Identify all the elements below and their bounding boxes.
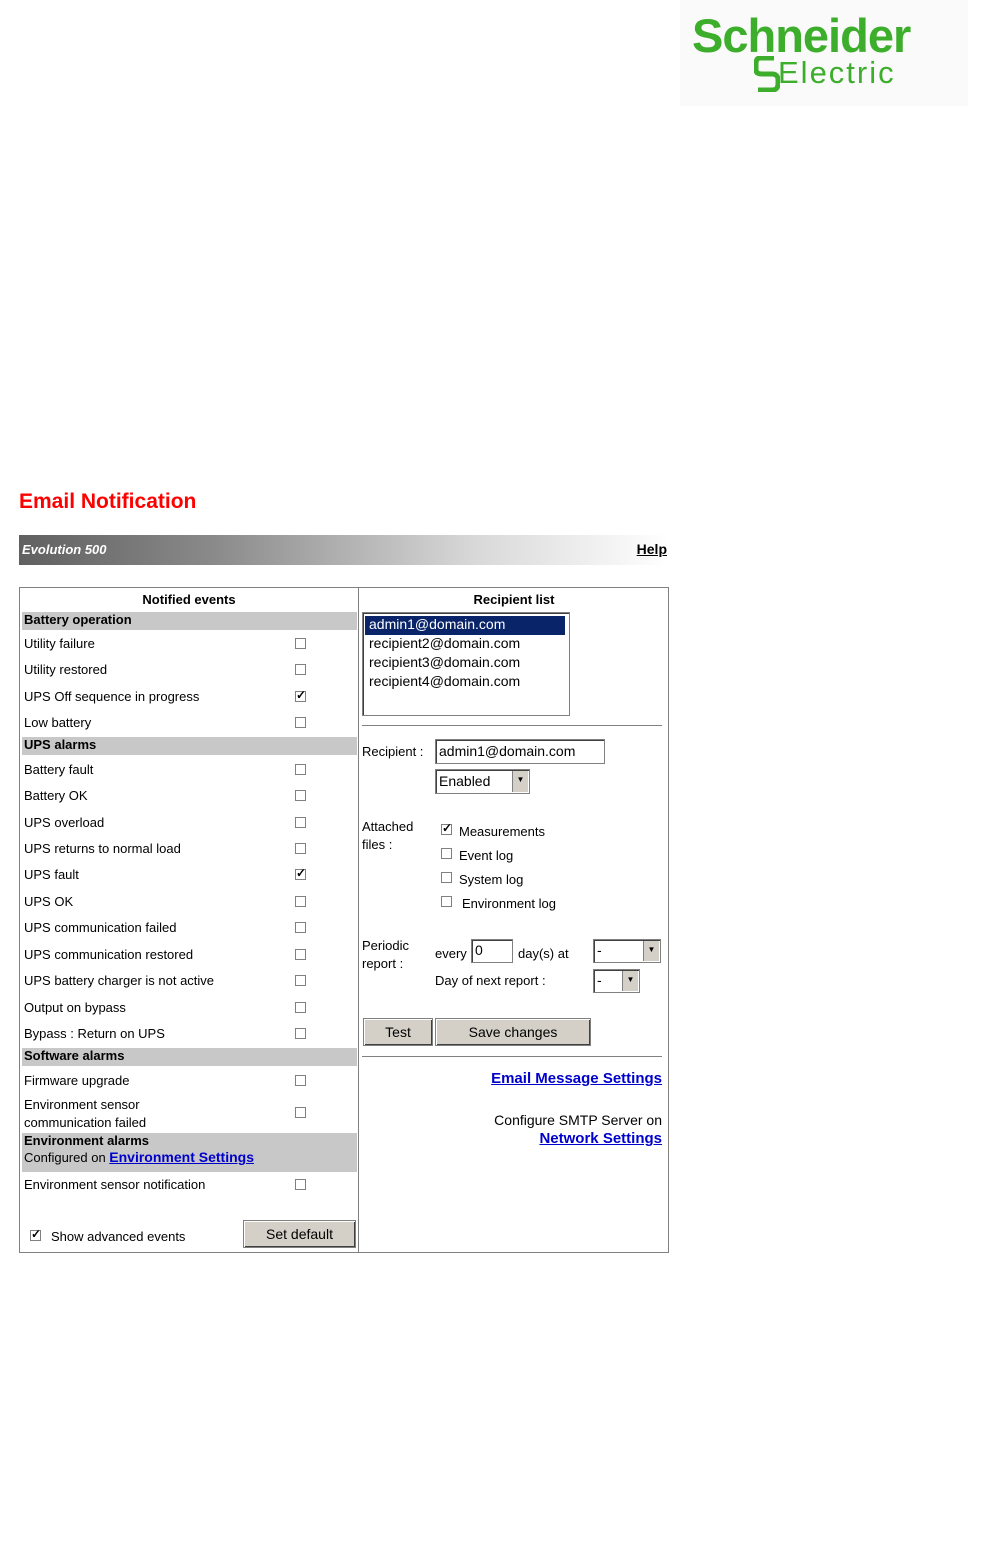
next-report-value: - xyxy=(597,972,602,988)
page-title: Email Notification xyxy=(19,490,197,513)
every-days-input[interactable]: 0 xyxy=(471,939,513,963)
event-label: UPS fault xyxy=(24,867,79,882)
event-checkbox[interactable] xyxy=(295,1107,306,1118)
event-checkbox[interactable] xyxy=(295,949,306,960)
days-at-label: day(s) at xyxy=(518,946,569,961)
dropdown-arrow-icon: ▼ xyxy=(643,941,659,961)
event-label: Utility failure xyxy=(24,636,95,651)
notification-panel xyxy=(19,587,669,1253)
event-checkbox[interactable] xyxy=(295,869,306,880)
attachment-label: Measurements xyxy=(459,824,545,839)
email-message-settings-link[interactable]: Email Message Settings xyxy=(491,1070,662,1087)
event-checkbox[interactable] xyxy=(295,664,306,675)
event-checkbox[interactable] xyxy=(295,1179,306,1190)
event-checkbox[interactable] xyxy=(295,1075,306,1086)
recipient-email-input[interactable]: admin1@domain.com xyxy=(435,739,605,764)
event-checkbox[interactable] xyxy=(295,764,306,775)
logo-sub-text: Electric xyxy=(778,55,896,90)
help-link[interactable]: Help xyxy=(636,541,667,557)
every-label: every xyxy=(435,946,467,961)
event-label: Battery fault xyxy=(24,762,94,777)
event-label: UPS returns to normal load xyxy=(24,841,181,856)
section-software-alarms: Software alarms xyxy=(22,1048,357,1066)
report-time-value: - xyxy=(597,942,602,958)
logo-brand-text: Schneider xyxy=(692,9,911,62)
test-button[interactable]: Test xyxy=(363,1018,433,1046)
report-time-select[interactable] xyxy=(593,939,661,963)
save-changes-button[interactable]: Save changes xyxy=(435,1018,591,1046)
event-label: UPS communication failed xyxy=(24,920,177,935)
attachment-label: Environment log xyxy=(462,896,556,911)
event-label: Low battery xyxy=(24,715,92,730)
recipient-option[interactable]: recipient2@domain.com xyxy=(369,635,521,651)
attachment-label: Event log xyxy=(459,848,514,863)
smtp-config-text: Configure SMTP Server on xyxy=(494,1112,662,1128)
attachment-checkbox[interactable] xyxy=(441,872,452,883)
environment-alarms-title: Environment alarms xyxy=(24,1133,149,1148)
periodic-label: Periodic xyxy=(362,938,409,953)
event-checkbox[interactable] xyxy=(295,638,306,649)
recipient-label: Recipient : xyxy=(362,744,424,759)
show-advanced-checkbox[interactable] xyxy=(30,1230,41,1241)
environment-settings-link[interactable]: Environment Settings xyxy=(109,1149,254,1165)
event-label: Output on bypass xyxy=(24,1000,126,1015)
attachment-checkbox[interactable] xyxy=(441,848,452,859)
event-label: UPS Off sequence in progress xyxy=(24,689,200,704)
attachment-label: System log xyxy=(459,872,524,887)
dropdown-arrow-icon: ▼ xyxy=(622,971,638,991)
event-label: Bypass : Return on UPS xyxy=(24,1026,165,1041)
device-model: Evolution 500 xyxy=(22,542,107,557)
attached-label-2: files : xyxy=(362,837,393,852)
event-label: Firmware upgrade xyxy=(24,1073,130,1088)
event-label: Battery OK xyxy=(24,788,88,803)
section-environment-alarms xyxy=(22,1133,357,1172)
dropdown-arrow-icon: ▼ xyxy=(512,771,528,792)
event-label: Environment sensor notification xyxy=(24,1177,206,1192)
event-label: Environment sensor xyxy=(24,1097,140,1112)
next-report-label: Day of next report : xyxy=(435,973,546,988)
event-label: UPS OK xyxy=(24,894,74,909)
attached-label: Attached xyxy=(362,819,414,834)
divider xyxy=(362,725,662,726)
event-label: UPS overload xyxy=(24,815,105,830)
event-checkbox[interactable] xyxy=(295,1028,306,1039)
attachment-checkbox[interactable] xyxy=(441,824,452,835)
recipient-option[interactable]: recipient4@domain.com xyxy=(369,673,521,689)
network-settings-link[interactable]: Network Settings xyxy=(539,1130,662,1147)
recipient-status-select[interactable] xyxy=(435,769,530,794)
periodic-label-2: report : xyxy=(362,956,404,971)
header-bar xyxy=(19,535,669,565)
recipient-column xyxy=(360,588,668,1252)
event-label: UPS battery charger is not active xyxy=(24,973,215,988)
event-label-line2: communication failed xyxy=(24,1115,147,1130)
recipient-option[interactable]: admin1@domain.com xyxy=(365,616,565,635)
section-battery-operation: Battery operation xyxy=(22,612,357,630)
notified-events-column xyxy=(20,588,359,1252)
event-label: UPS communication restored xyxy=(24,947,194,962)
recipient-option[interactable]: recipient3@domain.com xyxy=(369,654,521,670)
event-checkbox[interactable] xyxy=(295,1002,306,1013)
event-checkbox[interactable] xyxy=(295,691,306,702)
event-checkbox[interactable] xyxy=(295,843,306,854)
environment-configured-note xyxy=(24,1149,357,1165)
event-checkbox[interactable] xyxy=(295,817,306,828)
event-checkbox[interactable] xyxy=(295,922,306,933)
status-value: Enabled xyxy=(439,773,491,789)
divider xyxy=(362,1056,662,1057)
event-label: Utility restored xyxy=(24,662,108,677)
notified-events-heading: Notified events xyxy=(142,592,236,607)
set-default-button[interactable]: Set default xyxy=(243,1220,356,1248)
next-report-select[interactable] xyxy=(593,969,640,993)
event-checkbox[interactable] xyxy=(295,790,306,801)
schneider-electric-logo xyxy=(680,0,968,106)
show-advanced-label: Show advanced events xyxy=(51,1229,186,1244)
event-checkbox[interactable] xyxy=(295,896,306,907)
attachment-checkbox[interactable] xyxy=(441,896,452,907)
section-ups-alarms: UPS alarms xyxy=(22,737,357,755)
event-checkbox[interactable] xyxy=(295,717,306,728)
logo-symbol-icon xyxy=(754,56,780,92)
recipient-list-heading: Recipient list xyxy=(473,592,555,607)
event-checkbox[interactable] xyxy=(295,975,306,986)
configured-on-text: Configured on xyxy=(24,1150,106,1165)
recipient-listbox[interactable] xyxy=(362,612,570,716)
